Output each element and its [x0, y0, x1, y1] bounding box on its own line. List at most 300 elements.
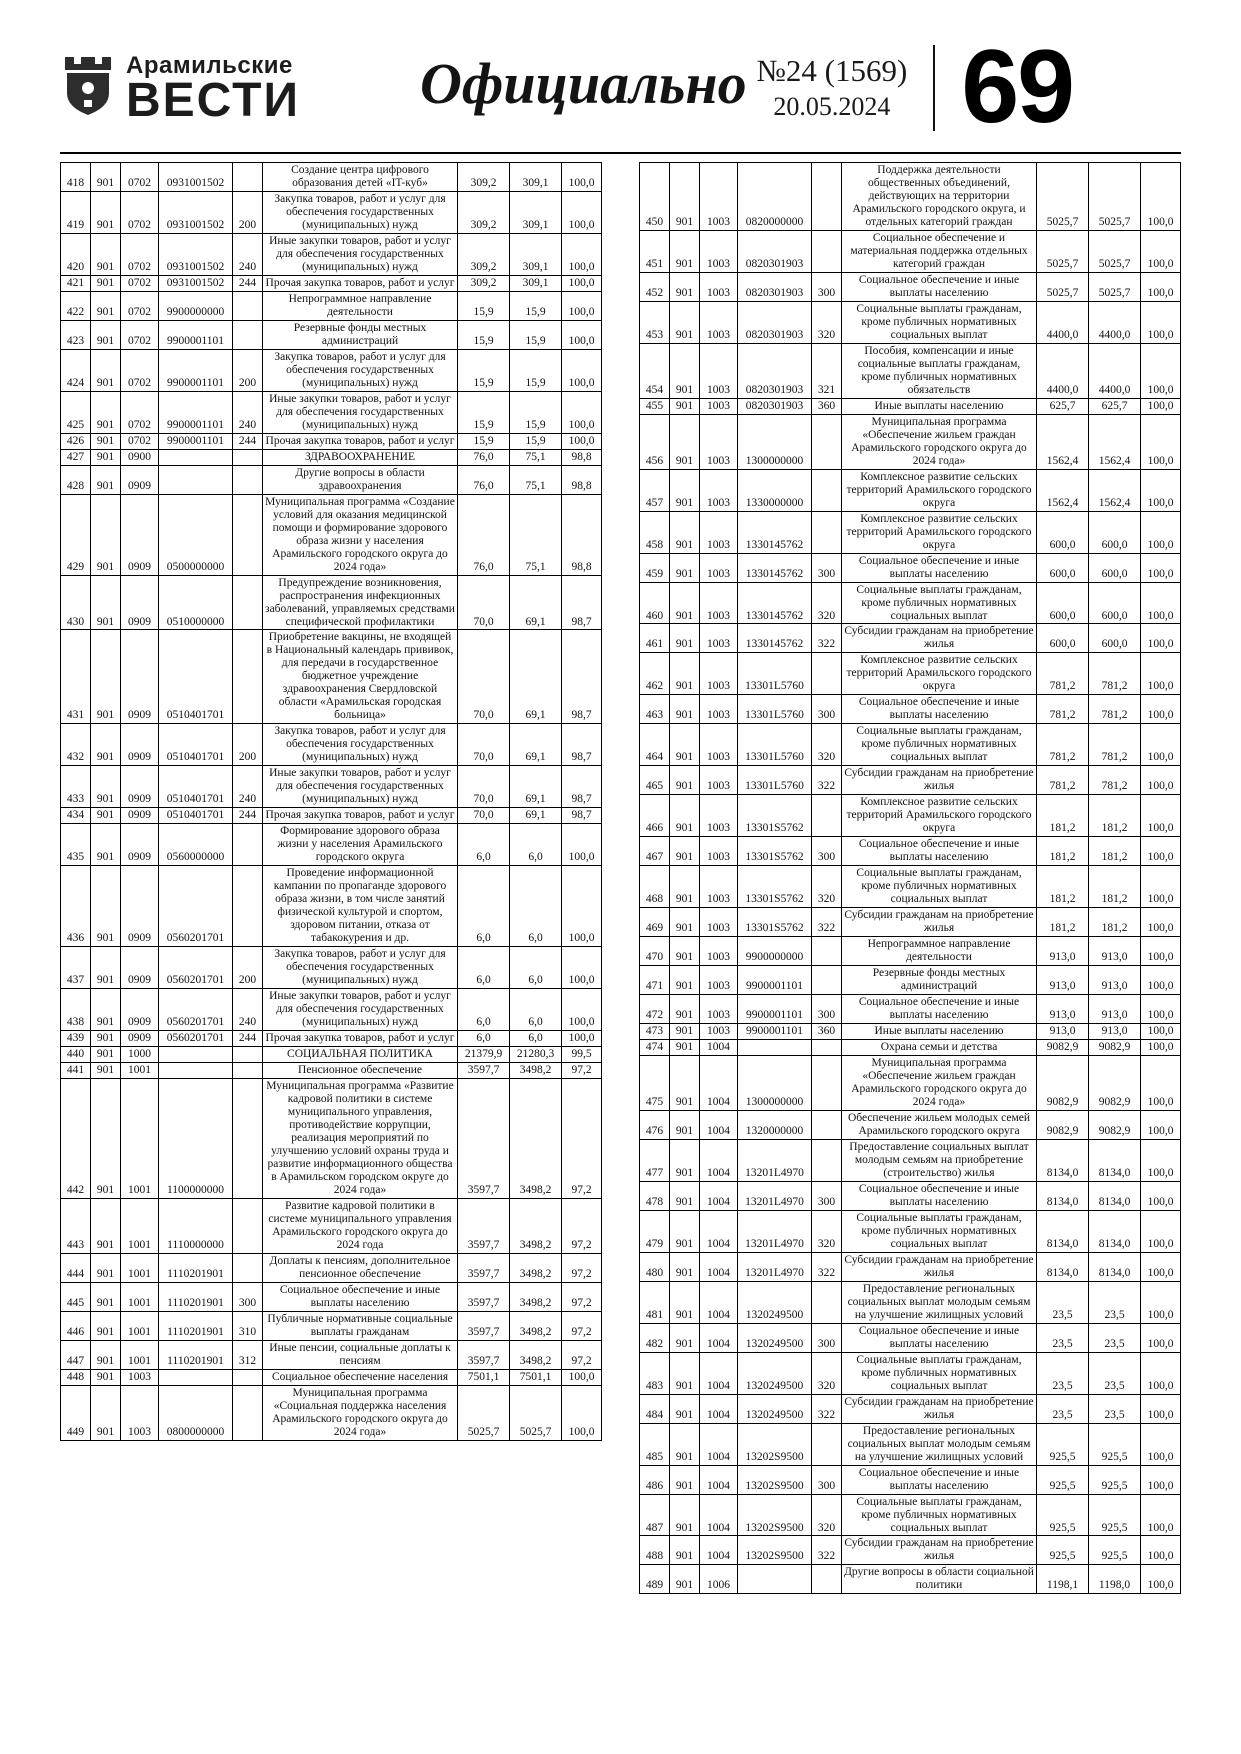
- section-title: Официально: [419, 51, 747, 116]
- percent-cell: 100,0: [562, 163, 602, 192]
- name-cell: Субсидии гражданам на приобретение жилья: [842, 908, 1037, 937]
- ved-code-cell: 901: [670, 866, 700, 908]
- row-number-cell: 438: [61, 989, 91, 1031]
- percent-cell: 97,2: [562, 1078, 602, 1198]
- approved-amount-cell: 5025,7: [1037, 163, 1089, 231]
- name-cell: Муниципальная программа «Развитие кадровой политики в системе муниципального управления, противодействие коррупции, реализация мероприятий по улучшению условий охраны труда и развитие информационного общества в Арамильском городском округе до 2024 года»: [263, 1078, 458, 1198]
- table-row: [61, 1078, 602, 1198]
- table-row: [61, 1031, 602, 1047]
- executed-amount-cell: 9082,9: [1089, 1056, 1141, 1111]
- percent-cell: 100,0: [562, 866, 602, 947]
- target-article-cell: [159, 465, 233, 494]
- table-row: [61, 433, 602, 449]
- row-number-cell: 462: [640, 653, 670, 695]
- approved-amount-cell: 181,2: [1037, 866, 1089, 908]
- target-article-cell: 13201L4970: [738, 1210, 812, 1252]
- percent-cell: 100,0: [1141, 1110, 1181, 1139]
- row-number-cell: 487: [640, 1494, 670, 1536]
- executed-amount-cell: 309,1: [510, 163, 562, 192]
- table-row: [640, 1394, 1181, 1423]
- expense-type-cell: 320: [812, 582, 842, 624]
- row-number-cell: 442: [61, 1078, 91, 1198]
- name-cell: Субсидии гражданам на приобретение жилья: [842, 1394, 1037, 1423]
- target-article-cell: 13201L4970: [738, 1139, 812, 1181]
- table-row: [640, 624, 1181, 653]
- percent-cell: 100,0: [1141, 1323, 1181, 1352]
- section-code-cell: 1003: [700, 795, 738, 837]
- executed-amount-cell: 181,2: [1089, 837, 1141, 866]
- name-cell: Предупреждение возникновения, распространения инфекционных заболеваний, управляемых средствами специфической профилактики: [263, 575, 458, 630]
- ved-code-cell: 901: [670, 1024, 700, 1040]
- approved-amount-cell: 8134,0: [1037, 1252, 1089, 1281]
- target-article-cell: 1330145762: [738, 511, 812, 553]
- target-article-cell: 13301L5760: [738, 724, 812, 766]
- table-row: [640, 908, 1181, 937]
- executed-amount-cell: 3498,2: [510, 1282, 562, 1311]
- row-number-cell: 450: [640, 163, 670, 231]
- name-cell: Социальные выплаты гражданам, кроме публичных нормативных социальных выплат: [842, 866, 1037, 908]
- ved-code-cell: 901: [670, 553, 700, 582]
- name-cell: Непрограммное направление деятельности: [263, 291, 458, 320]
- executed-amount-cell: 925,5: [1089, 1494, 1141, 1536]
- ved-code-cell: 901: [91, 1047, 121, 1063]
- ved-code-cell: 901: [670, 398, 700, 414]
- table-row: [61, 191, 602, 233]
- table-row: [640, 1210, 1181, 1252]
- row-number-cell: 453: [640, 301, 670, 343]
- section-code-cell: 1003: [700, 624, 738, 653]
- target-article-cell: [159, 449, 233, 465]
- ved-code-cell: 901: [91, 1385, 121, 1440]
- percent-cell: 100,0: [562, 824, 602, 866]
- expense-type-cell: 322: [812, 908, 842, 937]
- ved-code-cell: 901: [91, 866, 121, 947]
- name-cell: Непрограммное направление деятельности: [842, 937, 1037, 966]
- section-code-cell: 0702: [121, 233, 159, 275]
- approved-amount-cell: 925,5: [1037, 1494, 1089, 1536]
- table-row: [61, 320, 602, 349]
- approved-amount-cell: 4400,0: [1037, 301, 1089, 343]
- row-number-cell: 488: [640, 1536, 670, 1565]
- expense-type-cell: 240: [233, 989, 263, 1031]
- section-code-cell: 0909: [121, 1031, 159, 1047]
- section-code-cell: 0702: [121, 275, 159, 291]
- approved-amount-cell: 3597,7: [458, 1311, 510, 1340]
- name-cell: Социальное обеспечение и иные выплаты населению: [842, 995, 1037, 1024]
- ved-code-cell: 901: [91, 1078, 121, 1198]
- name-cell: Другие вопросы в области здравоохранения: [263, 465, 458, 494]
- percent-cell: 100,0: [1141, 272, 1181, 301]
- page-header: [60, 29, 1181, 146]
- expense-type-cell: [233, 1369, 263, 1385]
- executed-amount-cell: 3498,2: [510, 1063, 562, 1079]
- name-cell: Пособия, компенсации и иные социальные выплаты гражданам, кроме публичных нормативных обязательств: [842, 343, 1037, 398]
- percent-cell: 97,2: [562, 1253, 602, 1282]
- section-code-cell: 0909: [121, 575, 159, 630]
- percent-cell: 100,0: [1141, 582, 1181, 624]
- ved-code-cell: 901: [670, 511, 700, 553]
- executed-amount-cell: 69,1: [510, 575, 562, 630]
- row-number-cell: 425: [61, 391, 91, 433]
- approved-amount-cell: 600,0: [1037, 582, 1089, 624]
- row-number-cell: 446: [61, 1311, 91, 1340]
- expense-type-cell: 300: [812, 272, 842, 301]
- executed-amount-cell: 6,0: [510, 989, 562, 1031]
- approved-amount-cell: 925,5: [1037, 1423, 1089, 1465]
- target-article-cell: 1330145762: [738, 582, 812, 624]
- name-cell: Прочая закупка товаров, работ и услуг: [263, 275, 458, 291]
- expense-type-cell: [812, 1139, 842, 1181]
- percent-cell: 98,8: [562, 494, 602, 575]
- target-article-cell: 0820301903: [738, 272, 812, 301]
- percent-cell: 100,0: [562, 349, 602, 391]
- executed-amount-cell: 21280,3: [510, 1047, 562, 1063]
- section-code-cell: 1003: [700, 724, 738, 766]
- table-row: [61, 630, 602, 724]
- row-number-cell: 474: [640, 1040, 670, 1056]
- executed-amount-cell: 913,0: [1089, 937, 1141, 966]
- ved-code-cell: 901: [670, 1252, 700, 1281]
- target-article-cell: [159, 1369, 233, 1385]
- approved-amount-cell: 8134,0: [1037, 1181, 1089, 1210]
- approved-amount-cell: 6,0: [458, 947, 510, 989]
- row-number-cell: 473: [640, 1024, 670, 1040]
- table-row: [640, 469, 1181, 511]
- target-article-cell: 1110201901: [159, 1311, 233, 1340]
- ved-code-cell: 901: [670, 163, 700, 231]
- row-number-cell: 476: [640, 1110, 670, 1139]
- name-cell: Предоставление социальных выплат молодым семьям на приобретение (строительство) жилья: [842, 1139, 1037, 1181]
- ved-code-cell: 901: [670, 795, 700, 837]
- executed-amount-cell: 781,2: [1089, 695, 1141, 724]
- percent-cell: 100,0: [1141, 1139, 1181, 1181]
- executed-amount-cell: 4400,0: [1089, 301, 1141, 343]
- approved-amount-cell: 23,5: [1037, 1323, 1089, 1352]
- row-number-cell: 426: [61, 433, 91, 449]
- expense-type-cell: 244: [233, 1031, 263, 1047]
- percent-cell: 100,0: [562, 947, 602, 989]
- section-code-cell: 1003: [700, 553, 738, 582]
- target-article-cell: 9900001101: [159, 349, 233, 391]
- ved-code-cell: 901: [670, 1139, 700, 1181]
- percent-cell: 100,0: [1141, 624, 1181, 653]
- row-number-cell: 489: [640, 1565, 670, 1594]
- expense-type-cell: [812, 1565, 842, 1594]
- target-article-cell: 1300000000: [738, 1056, 812, 1111]
- row-number-cell: 465: [640, 766, 670, 795]
- executed-amount-cell: 309,1: [510, 233, 562, 275]
- approved-amount-cell: 9082,9: [1037, 1056, 1089, 1111]
- table-row: [640, 582, 1181, 624]
- ved-code-cell: 901: [91, 1311, 121, 1340]
- ved-code-cell: 901: [670, 301, 700, 343]
- percent-cell: 100,0: [1141, 301, 1181, 343]
- percent-cell: 99,5: [562, 1047, 602, 1063]
- section-code-cell: 1003: [121, 1385, 159, 1440]
- expense-type-cell: 300: [812, 837, 842, 866]
- executed-amount-cell: 5025,7: [1089, 272, 1141, 301]
- section-code-cell: 0702: [121, 320, 159, 349]
- expense-type-cell: 244: [233, 433, 263, 449]
- expense-type-cell: [812, 1040, 842, 1056]
- table-row: [640, 230, 1181, 272]
- expense-type-cell: 320: [812, 724, 842, 766]
- percent-cell: 100,0: [1141, 1565, 1181, 1594]
- target-article-cell: 9900001101: [159, 391, 233, 433]
- name-cell: Социальное обеспечение и иные выплаты населению: [842, 837, 1037, 866]
- section-code-cell: 0909: [121, 989, 159, 1031]
- expense-type-cell: 300: [812, 1181, 842, 1210]
- executed-amount-cell: 5025,7: [1089, 163, 1141, 231]
- executed-amount-cell: 7501,1: [510, 1369, 562, 1385]
- ved-code-cell: 901: [91, 1369, 121, 1385]
- expense-type-cell: [812, 1423, 842, 1465]
- approved-amount-cell: 76,0: [458, 465, 510, 494]
- row-number-cell: 486: [640, 1465, 670, 1494]
- ved-code-cell: 901: [670, 1465, 700, 1494]
- ved-code-cell: 901: [91, 630, 121, 724]
- ved-code-cell: 901: [670, 695, 700, 724]
- percent-cell: 100,0: [1141, 553, 1181, 582]
- approved-amount-cell: 1562,4: [1037, 469, 1089, 511]
- executed-amount-cell: 5025,7: [510, 1385, 562, 1440]
- table-row: [61, 1063, 602, 1079]
- target-article-cell: 1320249500: [738, 1281, 812, 1323]
- section-code-cell: 1004: [700, 1394, 738, 1423]
- section-code-cell: 1000: [121, 1047, 159, 1063]
- name-cell: Иные закупки товаров, работ и услуг для обеспечения государственных (муниципальных) нужд: [263, 233, 458, 275]
- percent-cell: 100,0: [1141, 1181, 1181, 1210]
- executed-amount-cell: 6,0: [510, 866, 562, 947]
- percent-cell: 100,0: [562, 989, 602, 1031]
- ved-code-cell: 901: [91, 433, 121, 449]
- percent-cell: 100,0: [1141, 343, 1181, 398]
- section-code-cell: 0702: [121, 391, 159, 433]
- newspaper-brand: [60, 51, 300, 127]
- expense-type-cell: 360: [812, 1024, 842, 1040]
- executed-amount-cell: 6,0: [510, 1031, 562, 1047]
- target-article-cell: 0931001502: [159, 275, 233, 291]
- executed-amount-cell: 3498,2: [510, 1078, 562, 1198]
- expense-type-cell: 300: [812, 1465, 842, 1494]
- table-columns: [60, 162, 1181, 1594]
- expense-type-cell: [233, 824, 263, 866]
- section-code-cell: 0702: [121, 349, 159, 391]
- percent-cell: 100,0: [1141, 1252, 1181, 1281]
- name-cell: Субсидии гражданам на приобретение жилья: [842, 766, 1037, 795]
- expense-type-cell: 240: [233, 391, 263, 433]
- table-row: [61, 808, 602, 824]
- table-row: [640, 1056, 1181, 1111]
- ved-code-cell: 901: [670, 343, 700, 398]
- ved-code-cell: 901: [670, 1110, 700, 1139]
- row-number-cell: 464: [640, 724, 670, 766]
- percent-cell: 98,7: [562, 575, 602, 630]
- target-article-cell: 9900000000: [738, 937, 812, 966]
- expense-type-cell: 360: [812, 398, 842, 414]
- section-code-cell: 1004: [700, 1252, 738, 1281]
- name-cell: Закупка товаров, работ и услуг для обеспечения государственных (муниципальных) нужд: [263, 191, 458, 233]
- table-row: [640, 1323, 1181, 1352]
- row-number-cell: 480: [640, 1252, 670, 1281]
- table-row: [640, 272, 1181, 301]
- section-code-cell: 0909: [121, 724, 159, 766]
- approved-amount-cell: 1198,1: [1037, 1565, 1089, 1594]
- target-article-cell: 9900001101: [738, 995, 812, 1024]
- executed-amount-cell: 3498,2: [510, 1311, 562, 1340]
- section-code-cell: 1004: [700, 1040, 738, 1056]
- percent-cell: 100,0: [1141, 1040, 1181, 1056]
- ved-code-cell: 901: [91, 191, 121, 233]
- table-row: [640, 1565, 1181, 1594]
- section-code-cell: 1004: [700, 1465, 738, 1494]
- section-code-cell: 1003: [700, 272, 738, 301]
- name-cell: Социальное обеспечение и иные выплаты населению: [263, 1282, 458, 1311]
- approved-amount-cell: 70,0: [458, 575, 510, 630]
- table-row: [61, 866, 602, 947]
- expense-type-cell: 240: [233, 233, 263, 275]
- percent-cell: 100,0: [562, 1385, 602, 1440]
- ved-code-cell: 901: [670, 1056, 700, 1111]
- name-cell: Предоставление региональных социальных выплат молодым семьям на улучшение жилищных условий: [842, 1423, 1037, 1465]
- section-code-cell: 1003: [700, 866, 738, 908]
- page-number: 69: [961, 29, 1073, 146]
- target-article-cell: 1320249500: [738, 1323, 812, 1352]
- target-article-cell: 0820301903: [738, 230, 812, 272]
- row-number-cell: 429: [61, 494, 91, 575]
- expense-type-cell: 320: [812, 301, 842, 343]
- row-number-cell: 427: [61, 449, 91, 465]
- ved-code-cell: 901: [670, 1494, 700, 1536]
- target-article-cell: 13301L5760: [738, 695, 812, 724]
- section-code-cell: 0702: [121, 191, 159, 233]
- name-cell: Проведение информационной кампании по пропаганде здорового образа жизни, в том числе занятий физической культурой и спортом, здоровом питании, отказа от табакокурения и др.: [263, 866, 458, 947]
- approved-amount-cell: 70,0: [458, 630, 510, 724]
- approved-amount-cell: 15,9: [458, 320, 510, 349]
- approved-amount-cell: 5025,7: [1037, 272, 1089, 301]
- approved-amount-cell: 15,9: [458, 391, 510, 433]
- target-article-cell: [738, 1040, 812, 1056]
- row-number-cell: 424: [61, 349, 91, 391]
- percent-cell: 100,0: [1141, 837, 1181, 866]
- percent-cell: 100,0: [562, 433, 602, 449]
- ved-code-cell: 901: [91, 1340, 121, 1369]
- row-number-cell: 418: [61, 163, 91, 192]
- section-code-cell: 1003: [700, 837, 738, 866]
- table-row: [61, 349, 602, 391]
- row-number-cell: 454: [640, 343, 670, 398]
- row-number-cell: 452: [640, 272, 670, 301]
- percent-cell: 100,0: [1141, 766, 1181, 795]
- name-cell: Комплексное развитие сельских территорий Арамильского городского округа: [842, 469, 1037, 511]
- row-number-cell: 434: [61, 808, 91, 824]
- approved-amount-cell: 6,0: [458, 1031, 510, 1047]
- approved-amount-cell: 181,2: [1037, 908, 1089, 937]
- row-number-cell: 422: [61, 291, 91, 320]
- name-cell: Прочая закупка товаров, работ и услуг: [263, 1031, 458, 1047]
- approved-amount-cell: 309,2: [458, 191, 510, 233]
- name-cell: Социальное обеспечение и иные выплаты населению: [842, 1181, 1037, 1210]
- table-row: [61, 1385, 602, 1440]
- table-row: [61, 1198, 602, 1253]
- row-number-cell: 457: [640, 469, 670, 511]
- executed-amount-cell: 781,2: [1089, 724, 1141, 766]
- target-article-cell: 0820000000: [738, 163, 812, 231]
- percent-cell: 97,2: [562, 1311, 602, 1340]
- target-article-cell: 0931001502: [159, 163, 233, 192]
- percent-cell: 100,0: [1141, 966, 1181, 995]
- expense-type-cell: 320: [812, 866, 842, 908]
- section-code-cell: 1004: [700, 1323, 738, 1352]
- executed-amount-cell: 925,5: [1089, 1465, 1141, 1494]
- expense-type-cell: [233, 1198, 263, 1253]
- executed-amount-cell: 3498,2: [510, 1253, 562, 1282]
- ved-code-cell: 901: [91, 824, 121, 866]
- expense-type-cell: 244: [233, 275, 263, 291]
- row-number-cell: 423: [61, 320, 91, 349]
- ved-code-cell: 901: [91, 1063, 121, 1079]
- target-article-cell: 0800000000: [159, 1385, 233, 1440]
- table-row: [640, 1494, 1181, 1536]
- expense-type-cell: [812, 1110, 842, 1139]
- table-row: [640, 766, 1181, 795]
- expense-type-cell: 300: [812, 1323, 842, 1352]
- name-cell: Субсидии гражданам на приобретение жилья: [842, 1252, 1037, 1281]
- approved-amount-cell: 600,0: [1037, 511, 1089, 553]
- expense-type-cell: [812, 163, 842, 231]
- name-cell: Социальные выплаты гражданам, кроме публичных нормативных социальных выплат: [842, 1352, 1037, 1394]
- target-article-cell: 1320249500: [738, 1394, 812, 1423]
- table-row: [640, 1281, 1181, 1323]
- section-code-cell: 1003: [700, 995, 738, 1024]
- expense-type-cell: [812, 230, 842, 272]
- percent-cell: 100,0: [1141, 1536, 1181, 1565]
- expense-type-cell: [812, 1056, 842, 1111]
- executed-amount-cell: 913,0: [1089, 1024, 1141, 1040]
- table-row: [61, 766, 602, 808]
- percent-cell: 100,0: [1141, 653, 1181, 695]
- row-number-cell: 451: [640, 230, 670, 272]
- table-row: [61, 1311, 602, 1340]
- percent-cell: 98,8: [562, 465, 602, 494]
- table-row: [640, 1040, 1181, 1056]
- name-cell: Субсидии гражданам на приобретение жилья: [842, 624, 1037, 653]
- executed-amount-cell: 6,0: [510, 824, 562, 866]
- name-cell: Формирование здорового образа жизни у населения Арамильского городского округа: [263, 824, 458, 866]
- row-number-cell: 458: [640, 511, 670, 553]
- section-code-cell: 1004: [700, 1352, 738, 1394]
- coat-of-arms-icon: [60, 55, 116, 122]
- budget-table-right: [639, 162, 1181, 1594]
- name-cell: Социальное обеспечение и иные выплаты населению: [842, 272, 1037, 301]
- executed-amount-cell: 23,5: [1089, 1323, 1141, 1352]
- expense-type-cell: [233, 320, 263, 349]
- target-article-cell: 0510401701: [159, 630, 233, 724]
- percent-cell: 100,0: [1141, 1352, 1181, 1394]
- ved-code-cell: 901: [670, 230, 700, 272]
- section-code-cell: 0900: [121, 449, 159, 465]
- target-article-cell: 1110201901: [159, 1253, 233, 1282]
- target-article-cell: 0560201701: [159, 1031, 233, 1047]
- ved-code-cell: 901: [670, 908, 700, 937]
- executed-amount-cell: 8134,0: [1089, 1210, 1141, 1252]
- expense-type-cell: [812, 469, 842, 511]
- row-number-cell: 463: [640, 695, 670, 724]
- ved-code-cell: 901: [670, 937, 700, 966]
- ved-code-cell: 901: [670, 1536, 700, 1565]
- percent-cell: 97,2: [562, 1198, 602, 1253]
- approved-amount-cell: 15,9: [458, 349, 510, 391]
